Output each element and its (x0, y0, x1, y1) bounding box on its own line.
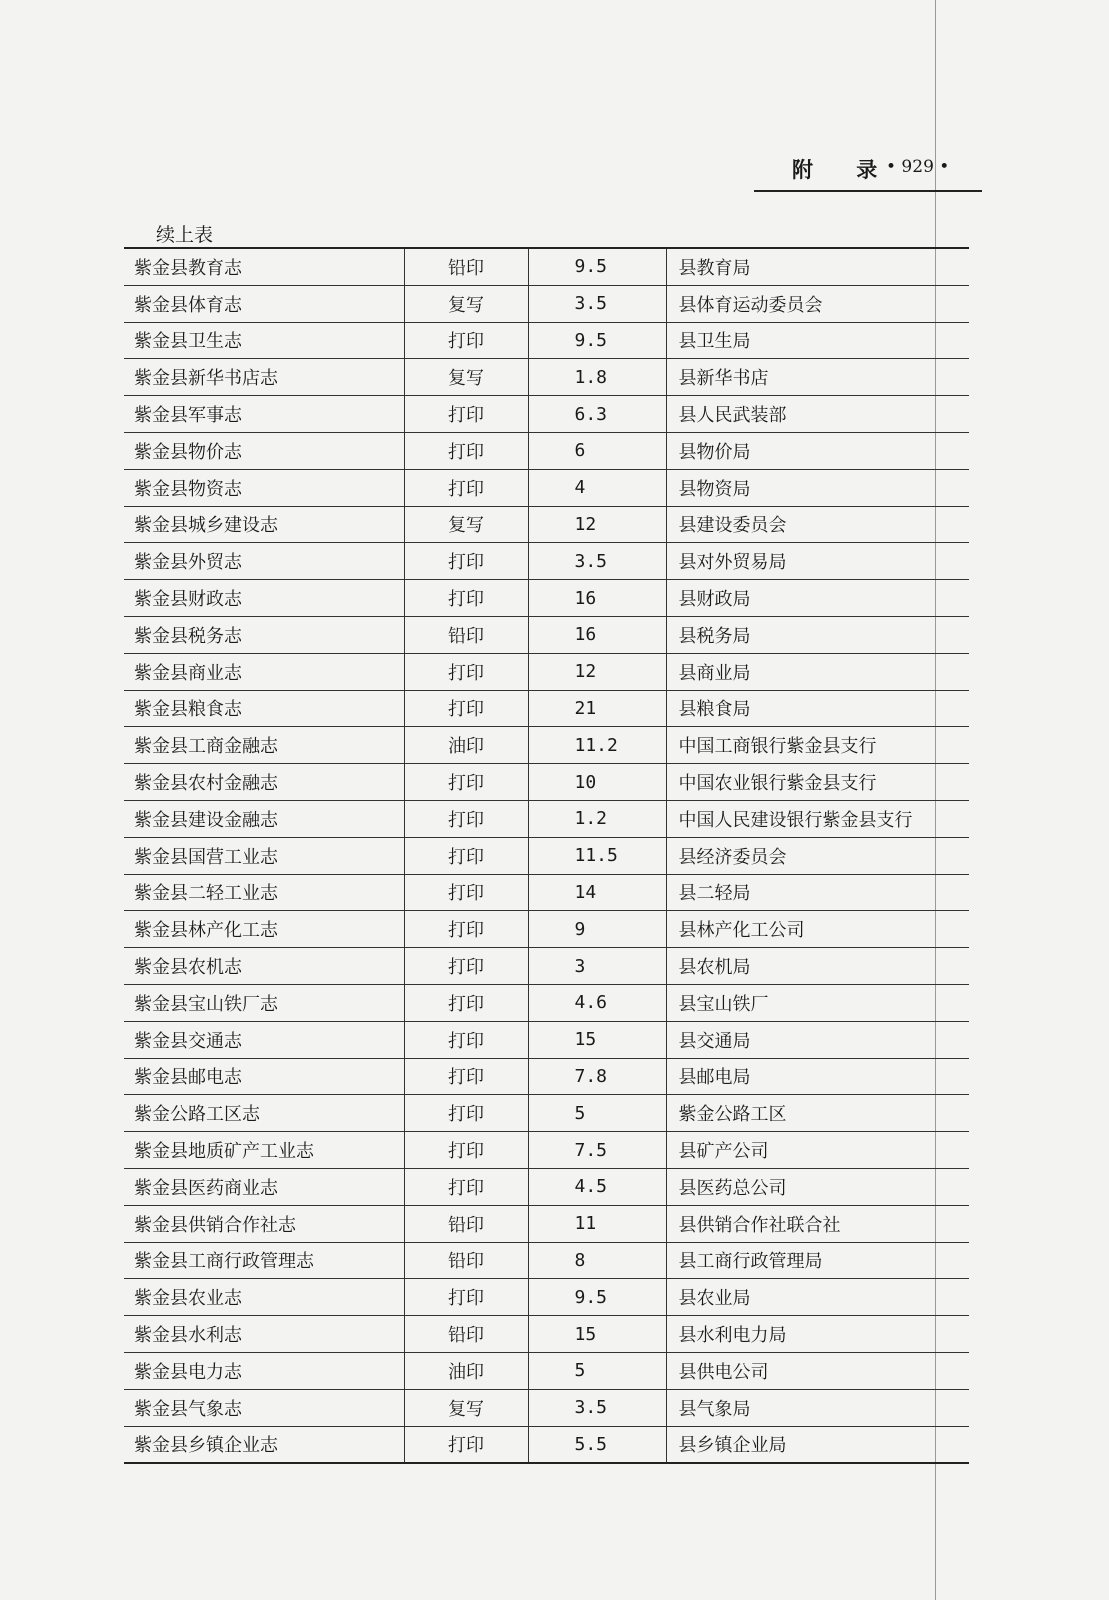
print-method-cell: 打印 (404, 984, 528, 1021)
table-row (124, 248, 969, 285)
compiling-unit-cell: 县矿产公司 (666, 1132, 969, 1169)
print-method-cell: 油印 (404, 1352, 528, 1389)
table-row (124, 469, 969, 506)
page-number: • 929 • (886, 157, 950, 177)
compiling-unit-cell: 县体育运动委员会 (666, 285, 969, 322)
print-method-cell: 打印 (404, 653, 528, 690)
table-row (124, 396, 969, 433)
quantity-cell: 1.2 (528, 800, 666, 837)
table-row (124, 1205, 969, 1242)
compiling-unit-cell: 紫金公路工区 (666, 1095, 969, 1132)
record-name-cell: 紫金县气象志 (124, 1389, 404, 1426)
record-name-cell: 紫金县交通志 (124, 1021, 404, 1058)
print-method-cell: 打印 (404, 543, 528, 580)
compiling-unit-cell: 县乡镇企业局 (678, 1435, 787, 1457)
record-name-cell: 紫金县卫生志 (124, 322, 404, 359)
quantity-cell: 12 (528, 506, 666, 543)
record-name-cell: 紫金县乡镇企业志 (124, 1426, 404, 1463)
records-table (124, 247, 969, 1464)
quantity-cell: 7.5 (528, 1132, 666, 1169)
compiling-unit-cell: 中国人民建设银行紫金县支行 (666, 800, 969, 837)
table-row (124, 727, 969, 764)
print-method-cell: 铅印 (404, 616, 528, 653)
table-row (124, 322, 969, 359)
table-row (124, 984, 969, 1021)
table-row (124, 1316, 969, 1353)
table-row (124, 837, 969, 874)
record-name-cell: 紫金县商业志 (124, 653, 404, 690)
quantity-cell: 4.5 (528, 1168, 666, 1205)
quantity-cell: 7.8 (528, 1058, 666, 1095)
print-method-cell: 打印 (404, 1279, 528, 1316)
print-method-cell: 铅印 (404, 1316, 528, 1353)
compiling-unit-cell: 县经济委员会 (666, 837, 969, 874)
table-row (124, 1352, 969, 1389)
header-title: 附 录 (792, 158, 896, 182)
table-row (124, 506, 969, 543)
table-row (124, 1279, 969, 1316)
print-method-cell: 复写 (404, 285, 528, 322)
quantity-cell: 11 (528, 1205, 666, 1242)
record-name-cell: 紫金县物资志 (124, 469, 404, 506)
record-name-cell: 紫金县粮食志 (124, 690, 404, 727)
running-header (754, 150, 982, 192)
print-method-cell: 复写 (404, 1389, 528, 1426)
quantity-cell: 6.3 (528, 396, 666, 433)
quantity-cell: 8 (528, 1242, 666, 1279)
print-method-cell: 打印 (404, 1168, 528, 1205)
record-name-cell: 紫金县水利志 (124, 1316, 404, 1353)
table-row (124, 285, 969, 322)
table-row (124, 580, 969, 617)
record-name-cell: 紫金县宝山铁厂志 (124, 984, 404, 1021)
table-row (124, 948, 969, 985)
table-row (124, 1132, 969, 1169)
record-name-cell: 紫金县农村金融志 (124, 764, 404, 801)
compiling-unit-cell: 县医药总公司 (666, 1168, 969, 1205)
quantity-cell: 9.5 (528, 1279, 666, 1316)
compiling-unit-cell: 县建设委员会 (666, 506, 969, 543)
quantity-cell: 4 (528, 469, 666, 506)
table-continued-label: 续上表 (156, 224, 214, 246)
compiling-unit-cell: 县邮电局 (666, 1058, 969, 1095)
quantity-cell: 21 (528, 690, 666, 727)
record-name-cell: 紫金县军事志 (124, 396, 404, 433)
compiling-unit-cell: 县人民武装部 (666, 396, 969, 433)
table-row (124, 1058, 969, 1095)
compiling-unit-cell: 县农业局 (666, 1279, 969, 1316)
record-name-cell: 紫金县邮电志 (124, 1058, 404, 1095)
table-row (124, 1389, 969, 1426)
record-name-cell: 紫金县外贸志 (124, 543, 404, 580)
record-name-cell: 紫金县地质矿产工业志 (124, 1132, 404, 1169)
table-row (124, 1168, 969, 1205)
compiling-unit-cell: 县工商行政管理局 (666, 1242, 969, 1279)
quantity-cell: 9.5 (528, 322, 666, 359)
compiling-unit-cell: 县税务局 (666, 616, 969, 653)
quantity-cell: 12 (528, 653, 666, 690)
print-method-cell: 打印 (404, 1058, 528, 1095)
quantity-cell: 15 (528, 1021, 666, 1058)
compiling-unit-cell: 县林产化工公司 (666, 911, 969, 948)
record-name-cell: 紫金县电力志 (124, 1352, 404, 1389)
quantity-cell: 16 (528, 616, 666, 653)
record-name-cell: 紫金县新华书店志 (124, 359, 404, 396)
print-method-cell: 铅印 (404, 1242, 528, 1279)
record-name-cell: 紫金县城乡建设志 (124, 506, 404, 543)
record-name-cell: 紫金县农业志 (124, 1279, 404, 1316)
quantity-cell: 11.5 (528, 837, 666, 874)
records-table-body (124, 248, 969, 1463)
print-method-cell: 打印 (404, 1021, 528, 1058)
record-name-cell: 紫金县体育志 (124, 285, 404, 322)
compiling-unit-cell: 县财政局 (666, 580, 969, 617)
table-row (124, 543, 969, 580)
compiling-unit-cell: 中国工商银行紫金县支行 (666, 727, 969, 764)
print-method-cell: 打印 (404, 874, 528, 911)
print-method-cell: 铅印 (404, 1205, 528, 1242)
quantity-cell: 1.8 (528, 359, 666, 396)
record-name-cell: 紫金县医药商业志 (124, 1168, 404, 1205)
compiling-unit-cell: 县供电公司 (666, 1352, 969, 1389)
compiling-unit-cell: 县卫生局 (666, 322, 969, 359)
compiling-unit-cell: 县农机局 (666, 948, 969, 985)
quantity-cell: 3.5 (528, 1389, 666, 1426)
compiling-unit-cell: 县气象局 (666, 1389, 969, 1426)
quantity-cell: 3 (528, 948, 666, 985)
quantity-cell: 9 (528, 911, 666, 948)
print-method-cell: 打印 (404, 911, 528, 948)
record-name-cell: 紫金县农机志 (124, 948, 404, 985)
quantity-cell: 3.5 (528, 285, 666, 322)
record-name-cell: 紫金县建设金融志 (124, 800, 404, 837)
quantity-cell: 11.2 (528, 727, 666, 764)
print-method-cell: 打印 (404, 800, 528, 837)
compiling-unit-cell: 县商业局 (666, 653, 969, 690)
record-name-cell: 紫金县工商金融志 (124, 727, 404, 764)
print-method-cell: 打印 (404, 1426, 528, 1463)
quantity-cell: 3.5 (528, 543, 666, 580)
table-row (124, 616, 969, 653)
table-row (124, 911, 969, 948)
record-name-cell: 紫金县供销合作社志 (124, 1205, 404, 1242)
compiling-unit-cell: 县教育局 (666, 248, 969, 285)
quantity-cell: 5.5 (528, 1426, 666, 1463)
table-row (124, 359, 969, 396)
compiling-unit-cell: 县二轻局 (666, 874, 969, 911)
quantity-cell: 9.5 (528, 248, 666, 285)
print-method-cell: 打印 (404, 764, 528, 801)
table-row (124, 690, 969, 727)
record-name-cell: 紫金县财政志 (124, 580, 404, 617)
record-name-cell: 紫金县物价志 (124, 432, 404, 469)
table-row (124, 653, 969, 690)
quantity-cell: 14 (528, 874, 666, 911)
table-row (124, 800, 969, 837)
compiling-unit-cell: 县对外贸易局 (666, 543, 969, 580)
compiling-unit-cell: 中国农业银行紫金县支行 (666, 764, 969, 801)
record-name-cell: 紫金公路工区志 (124, 1095, 404, 1132)
quantity-cell: 6 (528, 432, 666, 469)
print-method-cell: 打印 (404, 1095, 528, 1132)
print-method-cell: 打印 (404, 690, 528, 727)
print-method-cell: 打印 (404, 837, 528, 874)
table-row (124, 432, 969, 469)
record-name-cell: 紫金县二轻工业志 (124, 874, 404, 911)
table-row (124, 1021, 969, 1058)
print-method-cell: 打印 (404, 432, 528, 469)
compiling-unit-cell: 县粮食局 (666, 690, 969, 727)
print-method-cell: 打印 (404, 322, 528, 359)
compiling-unit-cell: 县宝山铁厂 (666, 984, 969, 1021)
quantity-cell: 5 (528, 1095, 666, 1132)
record-name-cell: 紫金县林产化工志 (124, 911, 404, 948)
table-row (124, 1242, 969, 1279)
quantity-cell: 4.6 (528, 984, 666, 1021)
compiling-unit-cell: 县交通局 (666, 1021, 969, 1058)
print-method-cell: 复写 (404, 359, 528, 396)
compiling-unit-cell: 县新华书店 (666, 359, 969, 396)
print-method-cell: 打印 (404, 1132, 528, 1169)
table-row (124, 764, 969, 801)
table-row (124, 1095, 969, 1132)
table-row (124, 874, 969, 911)
print-method-cell: 打印 (404, 948, 528, 985)
print-method-cell: 打印 (404, 580, 528, 617)
record-name-cell: 紫金县税务志 (124, 616, 404, 653)
quantity-cell: 5 (528, 1352, 666, 1389)
quantity-cell: 10 (528, 764, 666, 801)
quantity-cell: 15 (528, 1316, 666, 1353)
print-method-cell: 复写 (404, 506, 528, 543)
print-method-cell: 油印 (404, 727, 528, 764)
record-name-cell: 紫金县教育志 (124, 248, 404, 285)
print-method-cell: 铅印 (404, 248, 528, 285)
compiling-unit-cell: 县物价局 (666, 432, 969, 469)
compiling-unit-cell: 县供销合作社联合社 (666, 1205, 969, 1242)
quantity-cell: 16 (528, 580, 666, 617)
print-method-cell: 打印 (404, 396, 528, 433)
compiling-unit-cell: 县物资局 (666, 469, 969, 506)
table-row (124, 1426, 969, 1463)
print-method-cell: 打印 (404, 469, 528, 506)
record-name-cell: 紫金县工商行政管理志 (124, 1242, 404, 1279)
record-name-cell: 紫金县国营工业志 (124, 837, 404, 874)
compiling-unit-cell: 县水利电力局 (666, 1316, 969, 1353)
